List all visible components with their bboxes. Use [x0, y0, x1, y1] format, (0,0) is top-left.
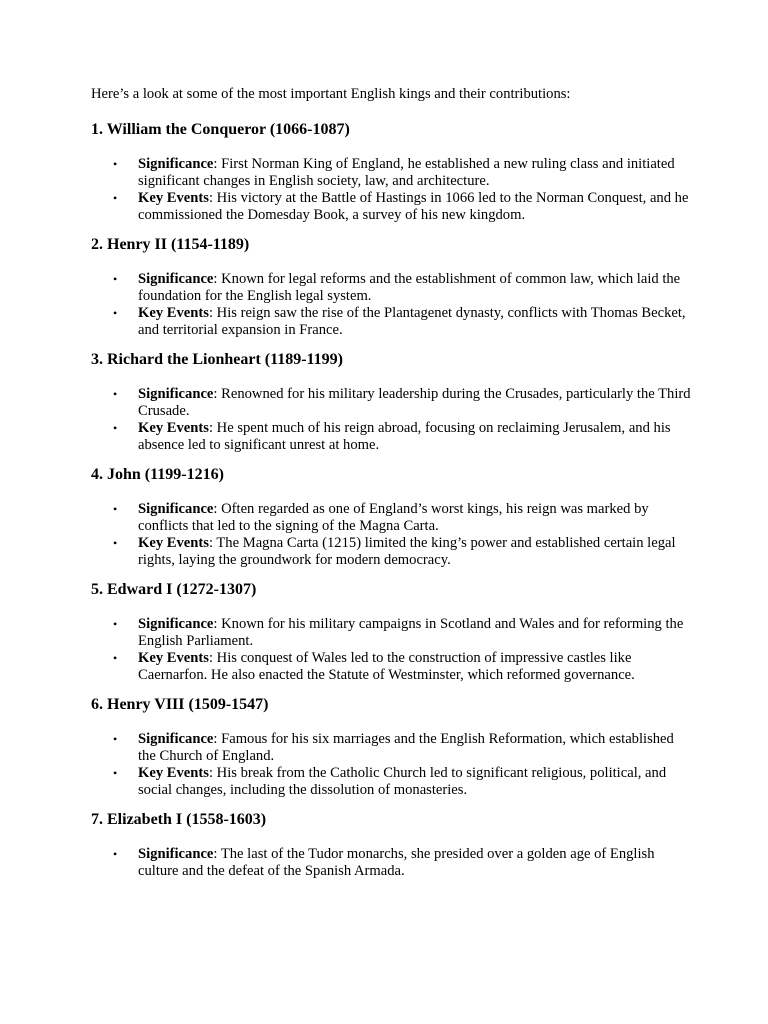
point-term: Significance: [138, 386, 214, 402]
list-item: [91, 501, 691, 535]
bullet-list: [91, 616, 691, 684]
section-heading: 5. Edward I (1272-1307): [91, 581, 257, 598]
bullet-icon: •: [113, 502, 118, 516]
point-text: : His break from the Catholic Church led to significant religious, political, and social changes, including the dissolution of monasteries.: [138, 765, 667, 798]
point-text: : The Magna Carta (1215) limited the king’s power and established certain legal rights, laying the groundwork for modern democracy.: [138, 535, 676, 568]
king-section: [91, 580, 691, 684]
point-text: : Renowned for his military leadership during the Crusades, particularly the Third Crusade.: [138, 386, 691, 419]
bullet-list: [91, 156, 691, 224]
point-text: : Often regarded as one of England’s worst kings, his reign was marked by conflicts that led to the signing of the Magna Carta.: [138, 501, 649, 534]
point-text: : His reign saw the rise of the Plantagenet dynasty, conflicts with Thomas Becket, and territorial expansion in France.: [138, 305, 686, 338]
point-text: : Known for his military campaigns in Scotland and Wales and for reforming the English Parliament.: [138, 616, 684, 649]
list-item: [91, 731, 691, 765]
point-term: Significance: [138, 846, 214, 862]
list-item: [91, 846, 691, 880]
king-section: [91, 465, 691, 569]
point-term: Key Events: [138, 765, 209, 781]
bullet-icon: •: [113, 617, 118, 631]
king-section: [91, 235, 691, 339]
bullet-icon: •: [113, 847, 118, 861]
point-term: Significance: [138, 271, 214, 287]
list-item: [91, 156, 691, 190]
point-term: Key Events: [138, 305, 209, 321]
point-text: : His conquest of Wales led to the construction of impressive castles like Caernarfon. He also enacted the Statute of Westminster, which reformed governance.: [138, 650, 635, 683]
list-item: [91, 420, 691, 454]
bullet-icon: •: [113, 306, 118, 320]
list-item: [91, 765, 691, 799]
list-item: [91, 305, 691, 339]
point-term: Significance: [138, 156, 214, 172]
bullet-icon: •: [113, 387, 118, 401]
list-item: [91, 650, 691, 684]
section-heading: 4. John (1199-1216): [91, 466, 224, 483]
section-heading: 2. Henry II (1154-1189): [91, 236, 250, 253]
point-text: : His victory at the Battle of Hastings in 1066 led to the Norman Conquest, and he commissioned the Domesday Book, a survey of his new kingdom.: [138, 190, 689, 223]
document-body: [91, 86, 691, 891]
bullet-icon: •: [113, 272, 118, 286]
list-item: [91, 386, 691, 420]
list-item: [91, 190, 691, 224]
point-term: Significance: [138, 616, 214, 632]
bullet-icon: •: [113, 191, 118, 205]
bullet-list: [91, 271, 691, 339]
bullet-list: [91, 731, 691, 799]
bullet-icon: •: [113, 157, 118, 171]
point-text: : Known for legal reforms and the establishment of common law, which laid the foundation for the English legal system.: [138, 271, 681, 304]
point-term: Significance: [138, 731, 214, 747]
bullet-list: [91, 846, 691, 880]
bullet-icon: •: [113, 421, 118, 435]
king-sections: [91, 120, 691, 880]
bullet-icon: •: [113, 536, 118, 550]
point-term: Key Events: [138, 650, 209, 666]
section-heading: 1. William the Conqueror (1066-1087): [91, 121, 350, 138]
king-section: [91, 350, 691, 454]
section-heading: 3. Richard the Lionheart (1189-1199): [91, 351, 343, 368]
king-section: [91, 120, 691, 224]
bullet-icon: •: [113, 651, 118, 665]
bullet-icon: •: [113, 766, 118, 780]
king-section: [91, 810, 691, 880]
king-section: [91, 695, 691, 799]
bullet-icon: •: [113, 732, 118, 746]
point-text: : Famous for his six marriages and the English Reformation, which established the Church of England.: [138, 731, 674, 764]
section-heading: 6. Henry VIII (1509-1547): [91, 696, 269, 713]
bullet-list: [91, 501, 691, 569]
point-text: : He spent much of his reign abroad, focusing on reclaiming Jerusalem, and his absence led to significant unrest at home.: [138, 420, 671, 453]
point-text: : The last of the Tudor monarchs, she presided over a golden age of English culture and the defeat of the Spanish Armada.: [138, 846, 655, 879]
point-term: Key Events: [138, 190, 209, 206]
section-heading: 7. Elizabeth I (1558-1603): [91, 811, 267, 828]
list-item: [91, 616, 691, 650]
point-term: Key Events: [138, 535, 209, 551]
intro-paragraph: Here’s a look at some of the most important English kings and their contributions:: [91, 86, 571, 102]
list-item: [91, 535, 691, 569]
bullet-list: [91, 386, 691, 454]
point-text: : First Norman King of England, he established a new ruling class and initiated significant changes in English society, law, and architecture.: [138, 156, 675, 189]
point-term: Key Events: [138, 420, 209, 436]
point-term: Significance: [138, 501, 214, 517]
list-item: [91, 271, 691, 305]
